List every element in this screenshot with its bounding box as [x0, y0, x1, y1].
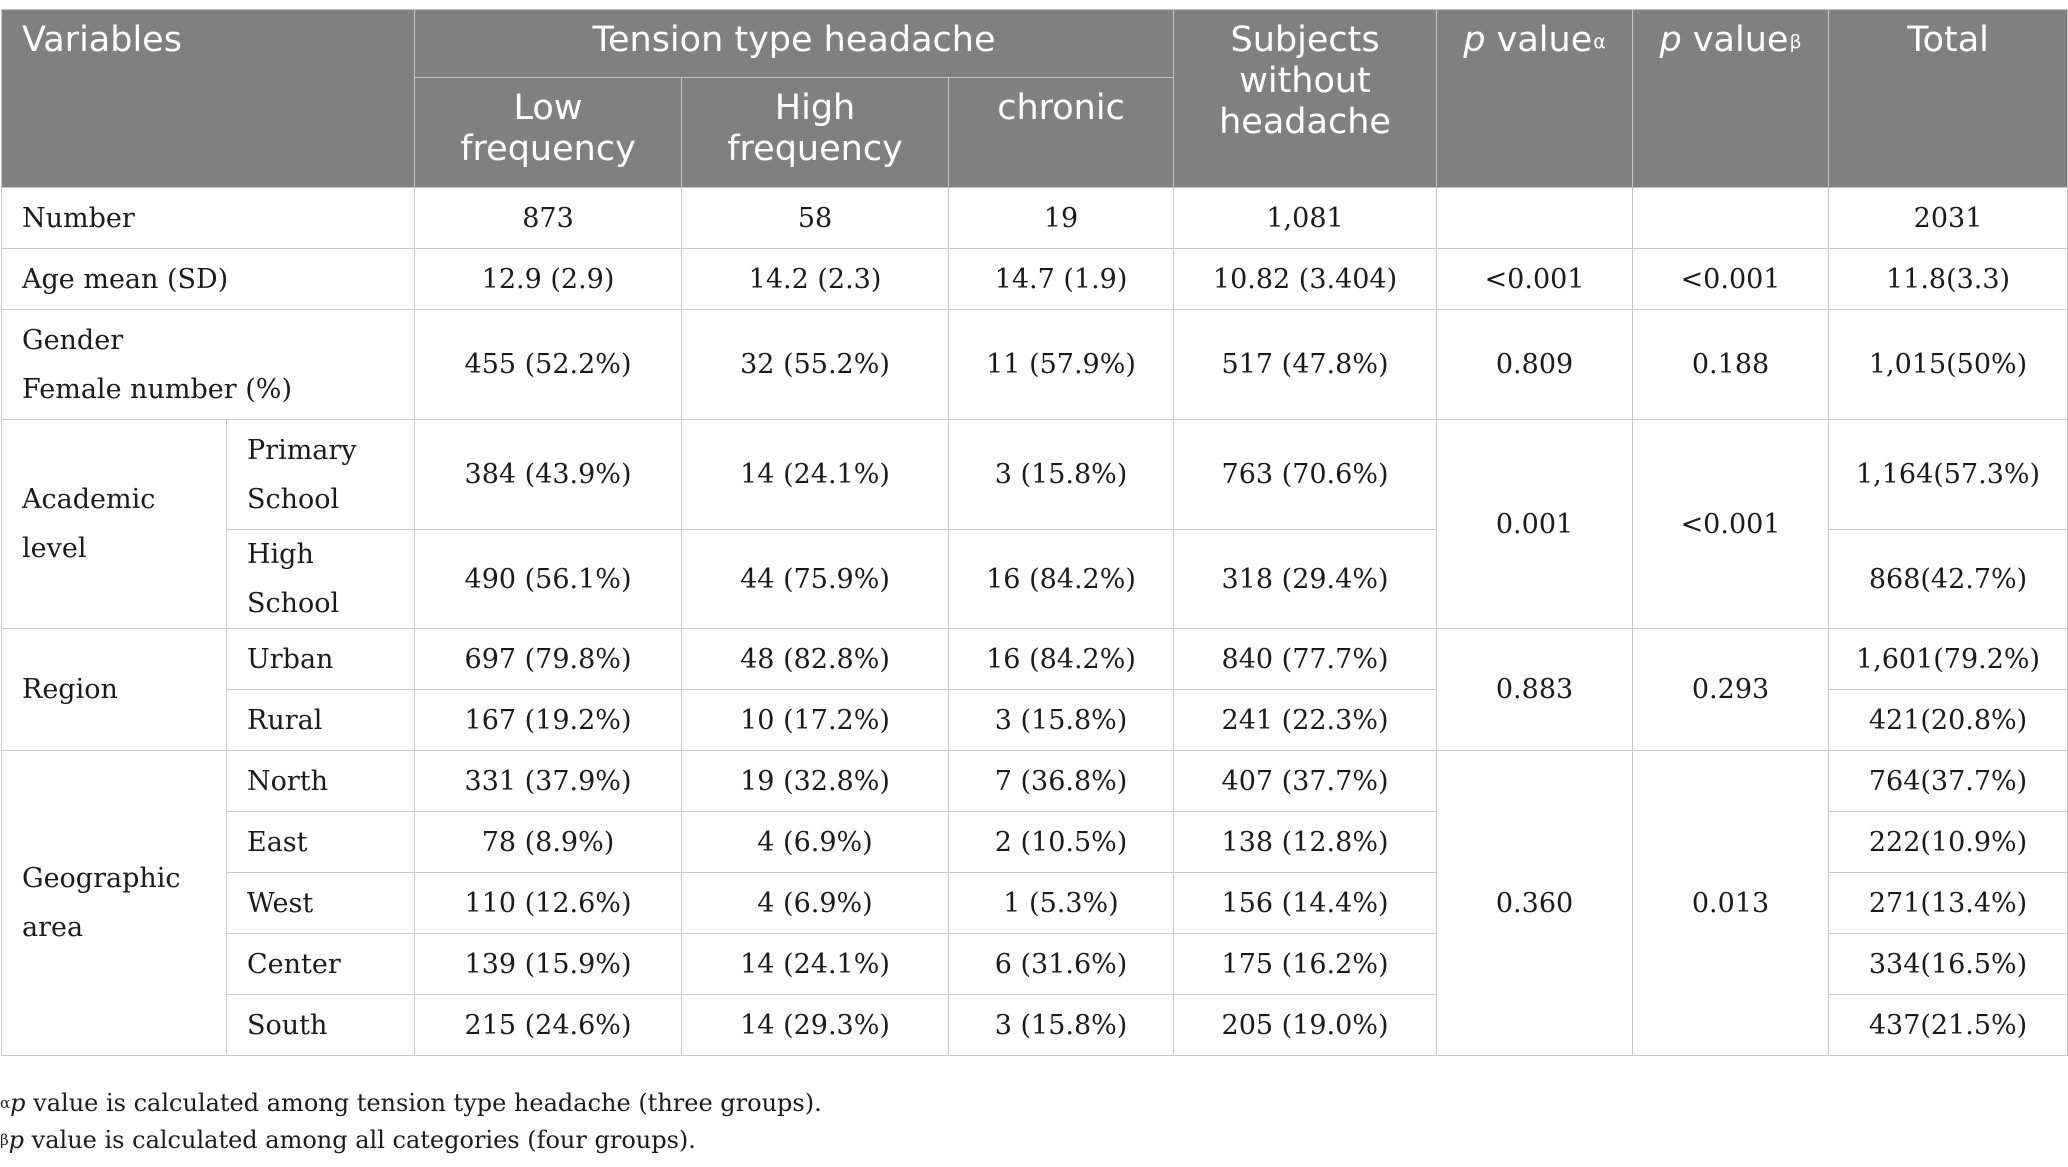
- cell-without: 318 (29.4%): [1174, 530, 1437, 629]
- cell-high: 32 (55.2%): [682, 310, 949, 420]
- header-chronic: chronic: [949, 78, 1174, 188]
- header-tension-type-headache: Tension type headache: [415, 10, 1174, 78]
- cell-total: 2031: [1829, 188, 2068, 249]
- cell-low: 12.9 (2.9): [415, 249, 682, 310]
- alpha-superscript: α: [1593, 31, 1606, 53]
- row-number: [2, 188, 2068, 249]
- header-high-frequency: High frequency: [682, 78, 949, 188]
- cell-p-alpha: 0.360: [1437, 751, 1633, 1056]
- row-sub-label: West: [227, 873, 415, 934]
- cell-total: 1,015(50%): [1829, 310, 2068, 420]
- row-age: [2, 249, 2068, 310]
- p-letter: p: [8, 1126, 25, 1154]
- cell-p-beta: [1633, 188, 1829, 249]
- cell-low: 167 (19.2%): [415, 690, 682, 751]
- cell-p-beta: 0.013: [1633, 751, 1829, 1056]
- cell-total: 271(13.4%): [1829, 873, 2068, 934]
- p-letter: p: [10, 1089, 26, 1117]
- cell-high: 44 (75.9%): [682, 530, 949, 629]
- sub-label-line1: Primary: [247, 434, 357, 466]
- cell-total: 334(16.5%): [1829, 934, 2068, 995]
- cell-low: 455 (52.2%): [415, 310, 682, 420]
- cell-high: 48 (82.8%): [682, 629, 949, 690]
- cell-without: 241 (22.3%): [1174, 690, 1437, 751]
- row-sub-label: South: [227, 995, 415, 1056]
- beta-superscript: β: [1789, 31, 1802, 53]
- header-total: Total: [1829, 10, 2068, 188]
- footnote-beta-text: value is calculated among all categories (four groups).: [24, 1126, 696, 1154]
- cell-p-alpha: 0.809: [1437, 310, 1633, 420]
- cell-low: 110 (12.6%): [415, 873, 682, 934]
- cell-high: 14 (29.3%): [682, 995, 949, 1056]
- row-label: Number: [2, 188, 415, 249]
- header-p-value-beta: [1633, 10, 1829, 188]
- row-region-urban: [2, 629, 2068, 690]
- cell-high: 58: [682, 188, 949, 249]
- cell-p-beta: <0.001: [1633, 249, 1829, 310]
- cell-low: 331 (37.9%): [415, 751, 682, 812]
- cell-without: 205 (19.0%): [1174, 995, 1437, 1056]
- cell-chronic: 2 (10.5%): [949, 812, 1174, 873]
- cell-high: 4 (6.9%): [682, 812, 949, 873]
- cell-p-beta: <0.001: [1633, 420, 1829, 629]
- cell-low: 139 (15.9%): [415, 934, 682, 995]
- row-sub-label: East: [227, 812, 415, 873]
- row-label: [2, 310, 415, 420]
- row-group-label: Academic level: [2, 420, 227, 629]
- cell-chronic: 3 (15.8%): [949, 690, 1174, 751]
- header-low-frequency: Low frequency: [415, 78, 682, 188]
- demographics-table: [1, 9, 2068, 1056]
- cell-low: 697 (79.8%): [415, 629, 682, 690]
- value-word: value: [1692, 20, 1789, 60]
- cell-chronic: 3 (15.8%): [949, 995, 1174, 1056]
- cell-p-alpha: [1437, 188, 1633, 249]
- cell-total: 11.8(3.3): [1829, 249, 2068, 310]
- gender-label-line1: Gender: [22, 324, 124, 356]
- cell-high: 4 (6.9%): [682, 873, 949, 934]
- cell-without: 156 (14.4%): [1174, 873, 1437, 934]
- cell-low: 490 (56.1%): [415, 530, 682, 629]
- cell-high: 10 (17.2%): [682, 690, 949, 751]
- cell-chronic: 16 (84.2%): [949, 629, 1174, 690]
- cell-without: 1,081: [1174, 188, 1437, 249]
- value-word: value: [1496, 20, 1593, 60]
- header-p-value-alpha: [1437, 10, 1633, 188]
- p-letter: p: [1463, 20, 1486, 60]
- cell-without: 138 (12.8%): [1174, 812, 1437, 873]
- row-sub-label: High School: [227, 530, 415, 629]
- row-sub-label: Rural: [227, 690, 415, 751]
- cell-without: 840 (77.7%): [1174, 629, 1437, 690]
- p-letter: p: [1659, 20, 1682, 60]
- cell-high: 14 (24.1%): [682, 420, 949, 530]
- cell-without: 517 (47.8%): [1174, 310, 1437, 420]
- cell-high: 14 (24.1%): [682, 934, 949, 995]
- geo-label-line2: area: [22, 912, 84, 943]
- cell-chronic: 11 (57.9%): [949, 310, 1174, 420]
- row-geo-north: [2, 751, 2068, 812]
- header-variables: Variables: [2, 10, 415, 188]
- row-group-label: Region: [2, 629, 227, 751]
- cell-low: 873: [415, 188, 682, 249]
- cell-chronic: 7 (36.8%): [949, 751, 1174, 812]
- row-label: Age mean (SD): [2, 249, 415, 310]
- cell-high: 19 (32.8%): [682, 751, 949, 812]
- cell-total: 421(20.8%): [1829, 690, 2068, 751]
- cell-total: 222(10.9%): [1829, 812, 2068, 873]
- cell-total: 1,601(79.2%): [1829, 629, 2068, 690]
- row-academic-primary: [2, 420, 2068, 530]
- row-sub-label: Center: [227, 934, 415, 995]
- cell-p-alpha: 0.883: [1437, 629, 1633, 751]
- footnote-beta: [0, 1122, 822, 1159]
- header-row-1: [2, 10, 2068, 78]
- footnotes: [0, 1085, 822, 1159]
- cell-low: 215 (24.6%): [415, 995, 682, 1056]
- row-sub-label: [227, 420, 415, 530]
- cell-chronic: 16 (84.2%): [949, 530, 1174, 629]
- cell-without: 763 (70.6%): [1174, 420, 1437, 530]
- cell-high: 14.2 (2.3): [682, 249, 949, 310]
- cell-p-beta: 0.188: [1633, 310, 1829, 420]
- gender-label-line2: Female number (%): [22, 373, 292, 405]
- cell-chronic: 1 (5.3%): [949, 873, 1174, 934]
- footnote-alpha-text: value is calculated among tension type headache (three groups).: [25, 1089, 822, 1117]
- footnote-alpha: [0, 1085, 822, 1122]
- sub-label-line2: School: [247, 483, 340, 515]
- cell-chronic: 14.7 (1.9): [949, 249, 1174, 310]
- row-sub-label: Urban: [227, 629, 415, 690]
- row-group-label: [2, 751, 227, 1056]
- cell-low: 78 (8.9%): [415, 812, 682, 873]
- row-sub-label: North: [227, 751, 415, 812]
- geo-label-line1: Geographic: [22, 863, 181, 894]
- cell-total: 868(42.7%): [1829, 530, 2068, 629]
- cell-total: 1,164(57.3%): [1829, 420, 2068, 530]
- cell-p-beta: 0.293: [1633, 629, 1829, 751]
- cell-chronic: 6 (31.6%): [949, 934, 1174, 995]
- header-subjects-without-headache: Subjects without headache: [1174, 10, 1437, 188]
- cell-without: 407 (37.7%): [1174, 751, 1437, 812]
- row-gender: [2, 310, 2068, 420]
- cell-without: 10.82 (3.404): [1174, 249, 1437, 310]
- cell-total: 437(21.5%): [1829, 995, 2068, 1056]
- cell-chronic: 19: [949, 188, 1174, 249]
- cell-total: 764(37.7%): [1829, 751, 2068, 812]
- cell-p-alpha: <0.001: [1437, 249, 1633, 310]
- cell-without: 175 (16.2%): [1174, 934, 1437, 995]
- alpha-marker: α: [0, 1094, 11, 1112]
- cell-p-alpha: 0.001: [1437, 420, 1633, 629]
- cell-low: 384 (43.9%): [415, 420, 682, 530]
- cell-chronic: 3 (15.8%): [949, 420, 1174, 530]
- beta-marker: β: [0, 1131, 9, 1149]
